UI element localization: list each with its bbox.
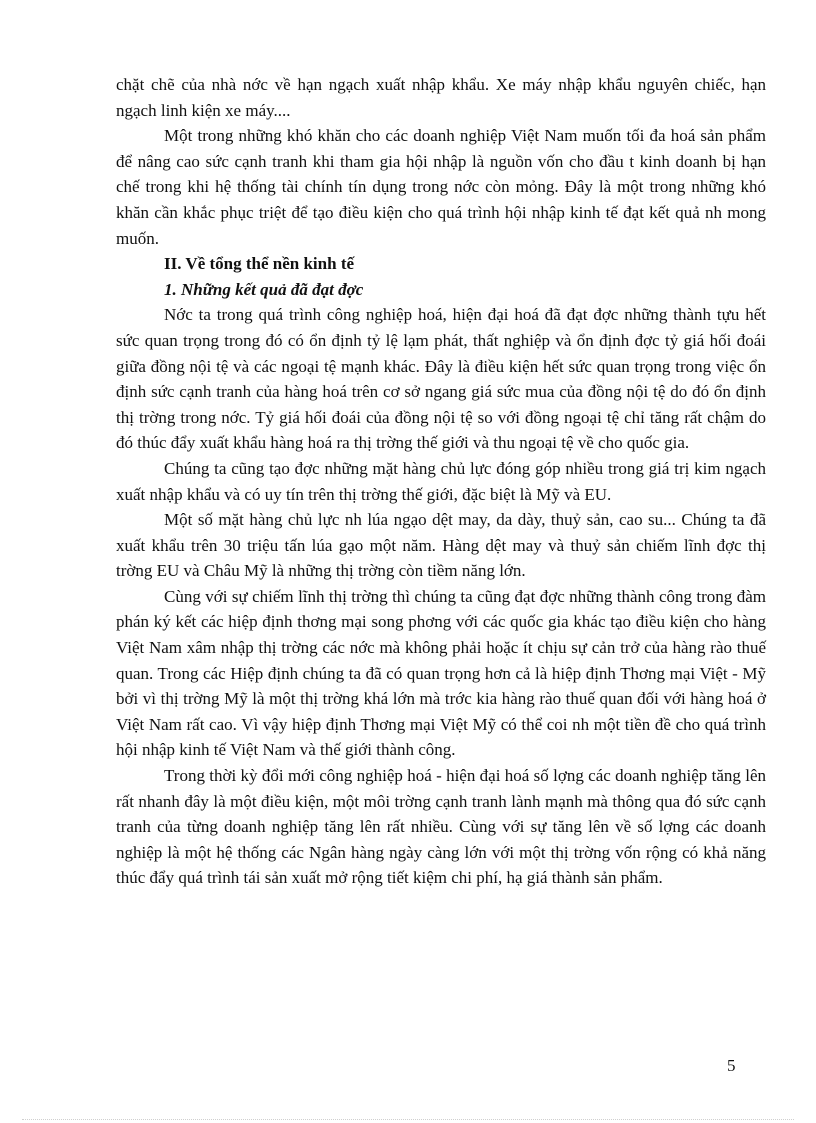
subsection-heading: 1. Những kết quả đã đạt đợc <box>164 279 364 299</box>
paragraph-export-items: Một số mặt hàng chủ lực nh lúa ngạo dệt may, da dày, thuỷ sản, cao su... Chúng ta đã xuất khẩu trên 30 triệu tấn lúa gạo một năm. Hàng dệt may và thuỷ sản chiếm lĩnh đợc thị trờng EU và Châu Mỹ là những thị trờng còn tiềm năng lớn. <box>116 510 766 581</box>
paragraph-trade-agreements: Cùng với sự chiếm lĩnh thị trờng thì chúng ta cũng đạt đợc những thành công trong đàm phán ký kết các hiệp định thơng mại song phơng với các quốc gia khác tạo điều kiện cho hàng Việt Nam xâm nhập thị trờng các nớc mà không phải hoặc ít chịu sự cản trở của hàng rào thuế quan. Trong các Hiệp định chúng ta đã có quan trọng hơn cả là hiệp định Thơng mại Việt - Mỹ bởi vì thị trờng Mỹ là một thị trờng khá lớn mà trớc kia hàng rào thuế quan đối với hàng hoá ở Việt Nam rất cao. Vì vậy hiệp định Thơng mại Việt Mỹ có thể coi nh một tiền đề cho quá trình hội nhập kinh tế Việt Nam và thế giới thành công. <box>116 586 766 760</box>
paragraph-continuation: chặt chẽ của nhà nớc về hạn ngạch xuất nhập khẩu. Xe máy nhập khẩu nguyên chiếc, hạn ngạch linh kiện xe máy.... <box>116 75 766 120</box>
footer-divider <box>22 1119 794 1120</box>
document-body <box>116 72 766 891</box>
section-heading: II. Về tổng thể nền kinh tế <box>164 254 355 274</box>
paragraph-achievements: Nớc ta trong quá trình công nghiệp hoá, hiện đại hoá đã đạt đợc những thành tựu hết sức quan trọng trong đó có ổn định tỷ lệ lạm phát, thất nghiệp và ổn định đợc tỷ giá hối đoái giữa đồng nội tệ và các ngoại tệ mạnh khác. Đây là điều kiện hết sức quan trọng trong việc ổn định sức cạnh tranh của hàng hoá trên cơ sở ngang giá sức mua của đồng nội tệ do đó ổn định thị trờng trong nớc. Tỷ giá hối đoái của đồng nội tệ so với đồng ngoại tệ chỉ tăng rất chậm do đó thúc đẩy xuất khẩu hàng hoá ra thị trờng thế giới và thu ngoại tệ về cho quốc gia. <box>116 305 766 453</box>
paragraph-capital-constraints: Một trong những khó khăn cho các doanh nghiệp Việt Nam muốn tối đa hoá sản phẩm để nâng cao sức cạnh tranh khi tham gia hội nhập là nguồn vốn cho đầu t kinh doanh bị hạn chế trong khi hệ thống tài chính tín dụng trong nớc còn mỏng. Đây là một trong những khó khăn cần khắc phục triệt để tạo điều kiện cho quá trình hội nhập kinh tế đạt kết quả nh mong muốn. <box>116 126 766 248</box>
page-number: 5 <box>727 1056 736 1075</box>
paragraph-enterprises: Trong thời kỳ đổi mới công nghiệp hoá - hiện đại hoá số lợng các doanh nghiệp tăng lên rất nhanh đây là một điều kiện, một môi trờng cạnh tranh lành mạnh mà thông qua đó sức cạnh tranh của từng doanh nghiệp tăng lên rất nhiều. Cùng với sự tăng lên về số lợng các doanh nghiệp là một hệ thống các Ngân hàng ngày càng lớn với một thị trờng vốn rộng có khả năng thúc đẩy quá trình tái sản xuất mở rộng tiết kiệm chi phí, hạ giá thành sản phẩm. <box>116 766 766 888</box>
paragraph-key-products: Chúng ta cũng tạo đợc những mặt hàng chủ lực đóng góp nhiều trong giá trị kim ngạch xuất nhập khẩu và có uy tín trên thị trờng thế giới, đặc biệt là Mỹ và EU. <box>116 458 766 504</box>
